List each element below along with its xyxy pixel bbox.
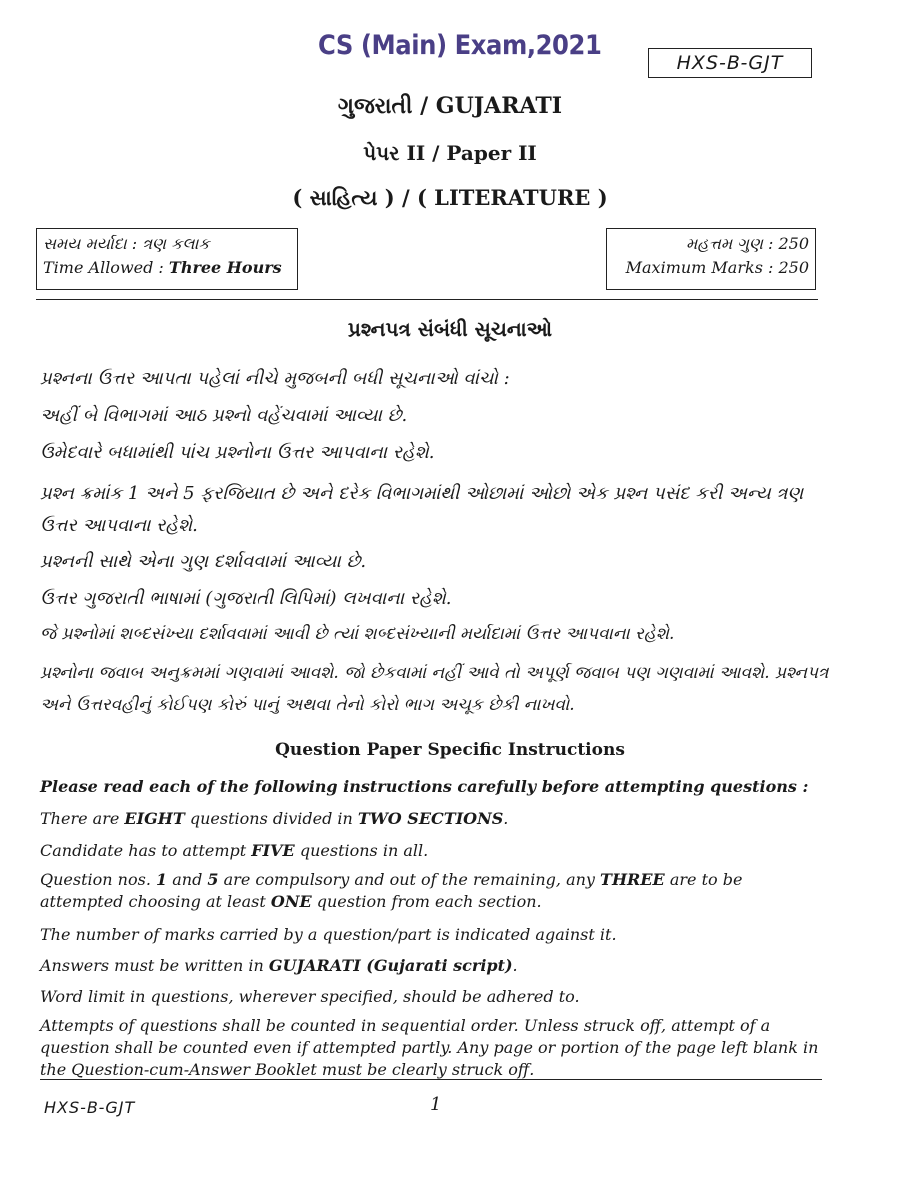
footer-paper-code: HXS-B-GJT <box>44 1098 136 1117</box>
english-instructions-title: Question Paper Specific Instructions <box>275 740 625 760</box>
english-instruction-5 <box>40 956 824 975</box>
text-emphasis: 5 <box>207 870 219 889</box>
text-segment: and <box>167 870 208 889</box>
english-instruction-4: The number of marks carried by a question/part is indicated against it. <box>40 925 617 944</box>
text-segment: . <box>512 956 518 975</box>
paper-heading: પેપર II / Paper II <box>363 141 537 165</box>
maximum-marks-box <box>606 228 816 290</box>
gujarati-instruction-3: પ્રશ્ન ક્રમાંક 1 અને 5 ફરજિયાત છે અને દરેક વિભાગમાંથી ઓછામાં ઓછો એક પ્રશ્ન પસંદ કરી અન્ય ત્રણ ઉત્તર આપવાના રહેશે. <box>40 483 804 536</box>
gujarati-instruction-1: અહીં બે વિભાગમાં આઠ પ્રશ્નો વહેંચવામાં આવ્યા છે. <box>40 405 408 426</box>
text-emphasis: ONE <box>270 892 312 911</box>
time-allowed-box <box>36 228 298 290</box>
english-instruction-intro: Please read each of the following instructions carefully before attempting questions : <box>40 777 809 796</box>
english-instruction-7: Attempts of questions shall be counted in sequential order. Unless struck off, attempt of a question shall be counted even if attempted partly. Any page or portion of the page left blank in the Question-cum-Answer Booklet must be clearly struck off. <box>40 1016 819 1079</box>
english-instruction-3 <box>40 869 824 913</box>
text-emphasis: THREE <box>600 870 665 889</box>
time-allowed-english <box>43 256 291 280</box>
english-instruction-1 <box>40 809 824 828</box>
text-segment: are compulsory and out of the remaining, any <box>218 870 601 889</box>
paper-code-box: HXS-B-GJT <box>648 48 812 78</box>
text-emphasis: GUJARATI (Gujarati script) <box>268 956 513 975</box>
text-segment: are to be attempted choosing at least <box>40 870 743 911</box>
gujarati-instruction-6: જે પ્રશ્નોમાં શબ્દસંખ્યા દર્શાવવામાં આવી છે ત્યાં શબ્દસંખ્યાની મર્યાદામાં ઉત્તર આપવાના રહેશે. <box>40 624 675 644</box>
time-allowed-label: Time Allowed : <box>43 258 169 277</box>
page-number: 1 <box>430 1094 442 1115</box>
text-segment: questions in all. <box>294 841 429 860</box>
time-allowed-gujarati: સમય મર્યાદા : ત્રણ કલાક <box>43 234 210 253</box>
subject-heading: ગુજરાતી / GUJARATI <box>337 93 563 119</box>
time-allowed-value: Three Hours <box>168 258 282 277</box>
maximum-marks-english: Maximum Marks : 250 <box>625 258 809 277</box>
text-segment: There are <box>40 809 125 828</box>
text-segment: Answers must be written in <box>40 956 269 975</box>
footer-divider <box>40 1079 822 1080</box>
exam-stamp: CS (Main) Exam,2021 <box>318 30 602 61</box>
text-emphasis: 1 <box>156 870 168 889</box>
gujarati-instruction-intro: પ્રશ્નના ઉત્તર આપતા પહેલાં નીચે મુજબની બધી સૂચનાઓ વાંચો : <box>40 368 510 389</box>
text-segment: questions divided in <box>184 809 358 828</box>
gujarati-instruction-5: ઉત્તર ગુજરાતી ભાષામાં (ગુજરાતી લિપિમાં) લખવાના રહેશે. <box>40 588 452 609</box>
gujarati-instruction-4: પ્રશ્નની સાથે એના ગુણ દર્શાવવામાં આવ્યા છે. <box>40 551 367 572</box>
literature-heading: ( સાહિત્ય ) / ( LITERATURE ) <box>292 185 608 210</box>
english-instruction-6: Word limit in questions, wherever specified, should be adhered to. <box>40 987 580 1006</box>
gujarati-instructions-title: પ્રશ્નપત્ર સંબંધી સૂચનાઓ <box>347 317 553 341</box>
maximum-marks-gujarati: મહત્તમ ગુણ : 250 <box>685 234 809 253</box>
text-segment: Question nos. <box>40 870 156 889</box>
text-emphasis: FIVE <box>251 841 295 860</box>
text-emphasis: TWO SECTIONS <box>357 809 504 828</box>
header-divider <box>36 299 818 300</box>
text-segment: question from each section. <box>311 892 542 911</box>
text-segment: . <box>503 809 509 828</box>
gujarati-instruction-7: પ્રશ્નોના જવાબ અનુક્રમમાં ગણવામાં આવશે. જો છેકવામાં નહીં આવે તો અપૂર્ણ જવાબ પણ ગણવામાં આવશે. પ્રશ્નપત્ર અને ઉત્તરવહીનું કોઈપણ કોરું પાનું અથવા તેનો કોરો ભાગ અચૂક છેકી નાખવો. <box>40 663 829 715</box>
gujarati-instruction-2: ઉમેદવારે બધામાંથી પાંચ પ્રશ્નોના ઉત્તર આપવાના રહેશે. <box>40 442 435 463</box>
text-segment: Candidate has to attempt <box>40 841 252 860</box>
text-emphasis: EIGHT <box>124 809 185 828</box>
english-instruction-2 <box>40 841 824 860</box>
